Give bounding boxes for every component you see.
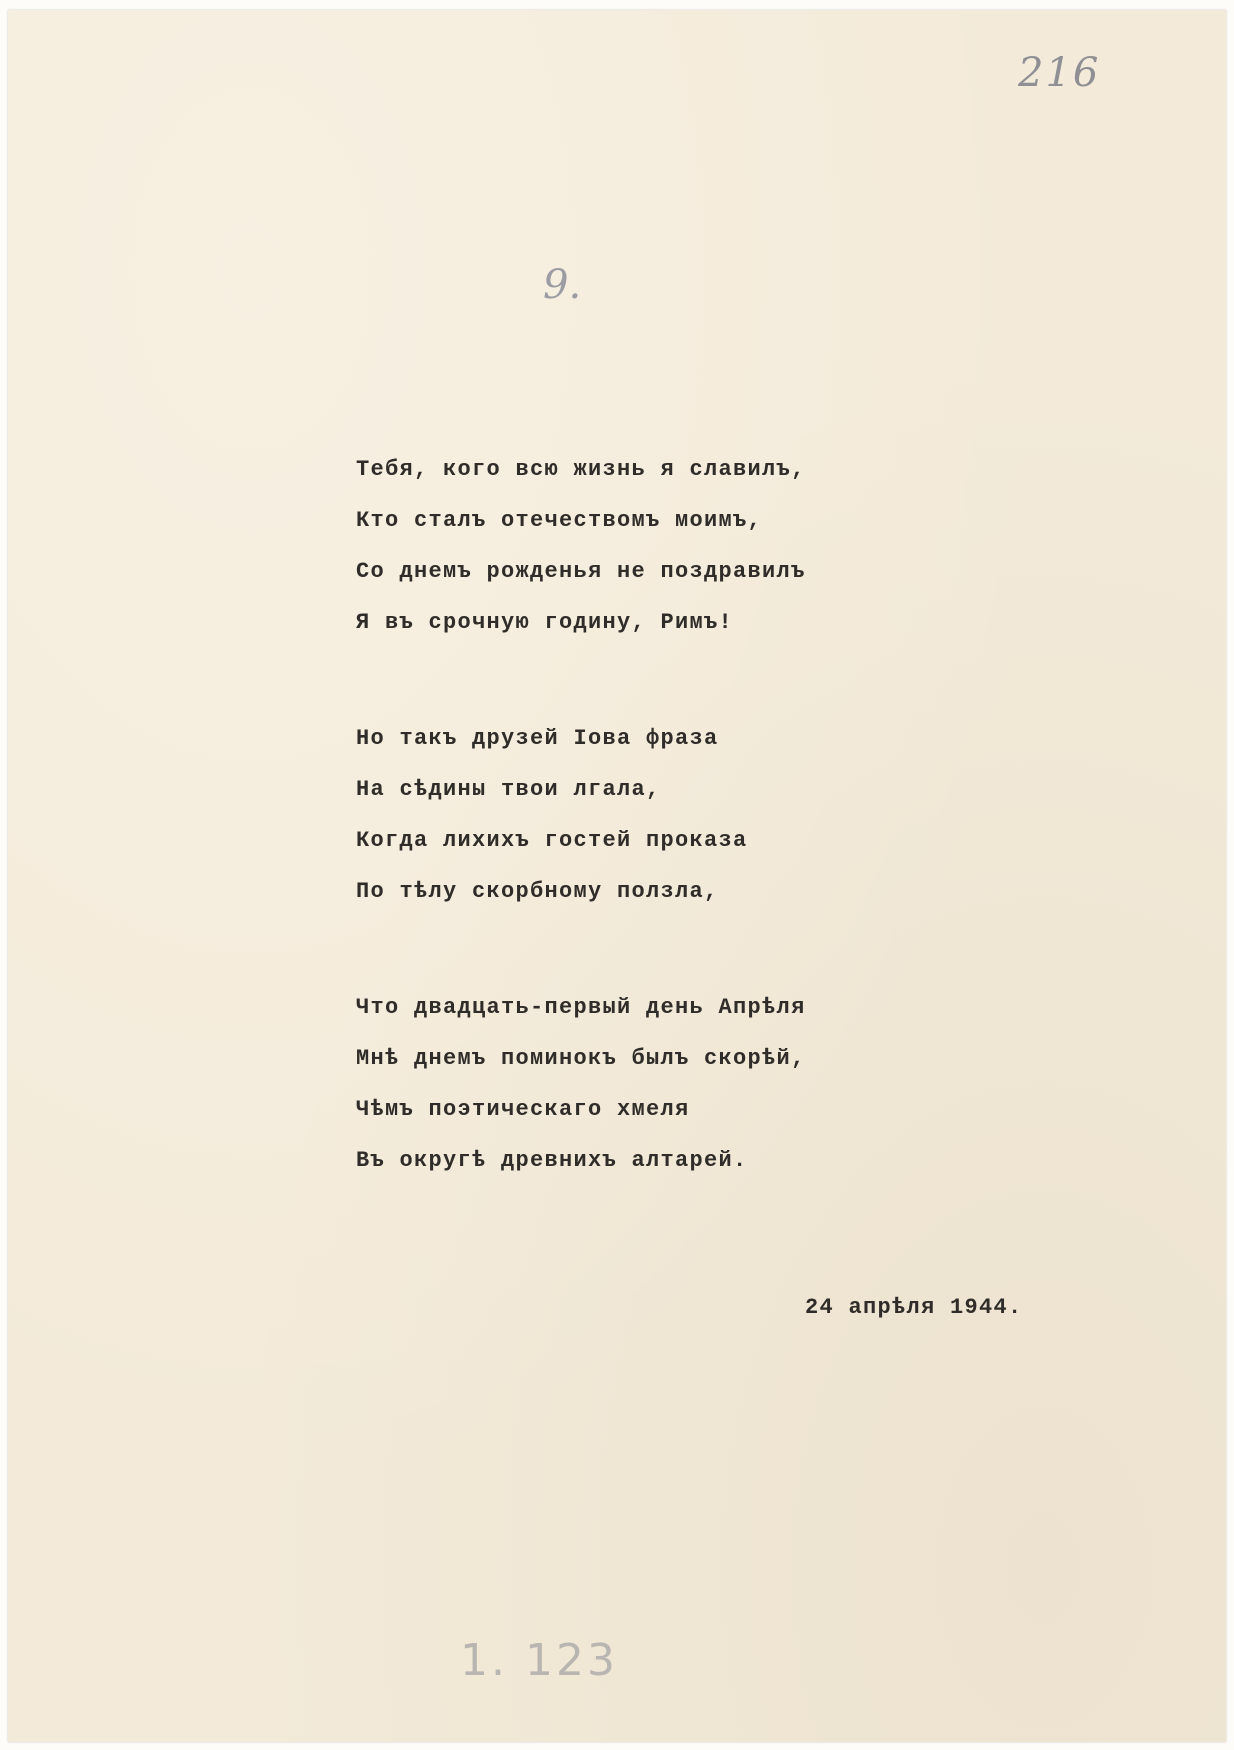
stanza-3 [356,982,806,1186]
poem-line: Кто сталъ отечествомъ моимъ, [356,508,763,533]
poem-line: По тѣлу скорбному ползла, [356,879,719,904]
poem-line: Но такъ друзей Іова фраза [356,726,719,751]
poem-number: 9. [543,262,582,308]
folio-number: 1. 123 [460,1635,618,1686]
poem-line: Со днемъ рожденья не поздравилъ [356,559,806,584]
archive-page-number: 216 [1018,50,1101,96]
poem-body [356,444,806,1251]
poem-line: Мнѣ днемъ поминокъ былъ скорѣй, [356,1046,806,1071]
poem-line: Чѣмъ поэтическаго хмеля [356,1097,690,1122]
poem-line: Тебя, кого всю жизнь я славилъ, [356,457,806,482]
poem-line: Въ округѣ древнихъ алтарей. [356,1148,748,1173]
document-page [8,10,1226,1742]
stanza-2 [356,713,806,917]
poem-line: Когда лихихъ гостей проказа [356,828,748,853]
poem-line: Я въ срочную годину, Римъ! [356,610,734,635]
poem-date: 24 апрѣля 1944. [805,1295,1023,1320]
stanza-1 [356,444,806,648]
poem-line: На сѣдины твои лгала, [356,777,661,802]
poem-line: Что двадцать-первый день Апрѣля [356,995,806,1020]
